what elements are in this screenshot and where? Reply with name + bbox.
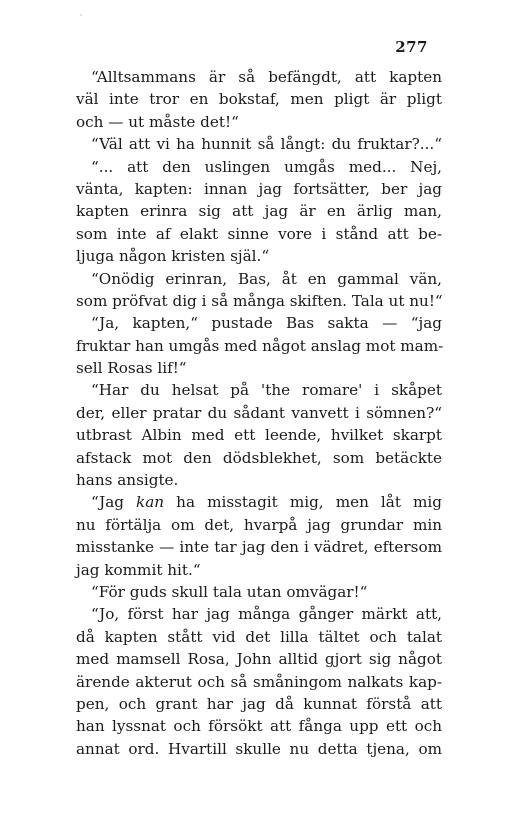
page-number: 277 [395,38,428,56]
text-line: utbrast Albin med ett leende, hvilket skarpt [76,426,442,445]
text-line: “... att den uslingen umgås med... Nej, [91,157,442,176]
text-line: och — ut måste det!“ [76,112,239,131]
text-line: ljuga någon kristen själ.“ [76,247,270,266]
text-line: hans ansigte. [76,471,179,490]
text-line: pen, och grant har jag då kunnat förstå att [76,694,442,713]
text-line: “Väl att vi ha hunnit så långt: du fruktar?...“ [91,135,442,154]
text-line: jag kommit hit.“ [76,560,201,579]
text-line: fruktar han umgås med något anslag mot mam- [76,336,444,355]
text-line: “Jo, först har jag många gånger märkt att, [91,605,442,624]
text-line: sell Rosas lif!“ [76,359,187,378]
text-line: då kapten stått vid det lilla tältet och talat [76,627,442,646]
text-line: väl inte tror en bokstaf, men pligt är pligt [76,90,442,109]
text-line: “För guds skull tala utan omvägar!“ [91,582,368,601]
text-line: annat ord. Hvartill skulle nu detta tjena, om [76,739,442,758]
text-line: kapten erinra sig att jag är en ärlig man, [76,202,442,221]
text-line: der, eller pratar du sådant vanvett i sömnen?“ [76,403,442,422]
text-line: med mamsell Rosa, John alltid gjort sig något [76,650,442,669]
paper-speck [80,14,82,16]
text-line: nu förtälja om det, hvarpå jag grundar min [76,515,442,534]
text-line: vänta, kapten: innan jag fortsätter, ber jag [76,179,442,198]
text-line: som pröfvat dig i så många skiften. Tala ut nu!“ [76,291,443,310]
text-line: “Har du helsat på 'the romare' i skåpet [91,381,442,400]
text-line: “Onödig erinran, Bas, åt en gammal vän, [91,269,442,288]
body-text [76,66,442,760]
text-line: ärende akterut och så småningom nalkats kap- [76,672,442,691]
text-line: som inte af elakt sinne vore i stånd att be- [76,224,442,243]
text-line: “Jag kan ha misstagit mig, men låt mig [91,493,442,512]
text-line: misstanke — inte tar jag den i vädret, eftersom [76,538,442,557]
text-line: “Alltsammans är så befängdt, att kapten [91,68,442,86]
text-line: han lyssnat och försökt att fånga upp ett och [76,717,442,736]
text-line: afstack mot den dödsblekhet, som betäckte [76,448,442,467]
text-line: “Ja, kapten,“ pustade Bas sakta — “jag [91,314,442,333]
